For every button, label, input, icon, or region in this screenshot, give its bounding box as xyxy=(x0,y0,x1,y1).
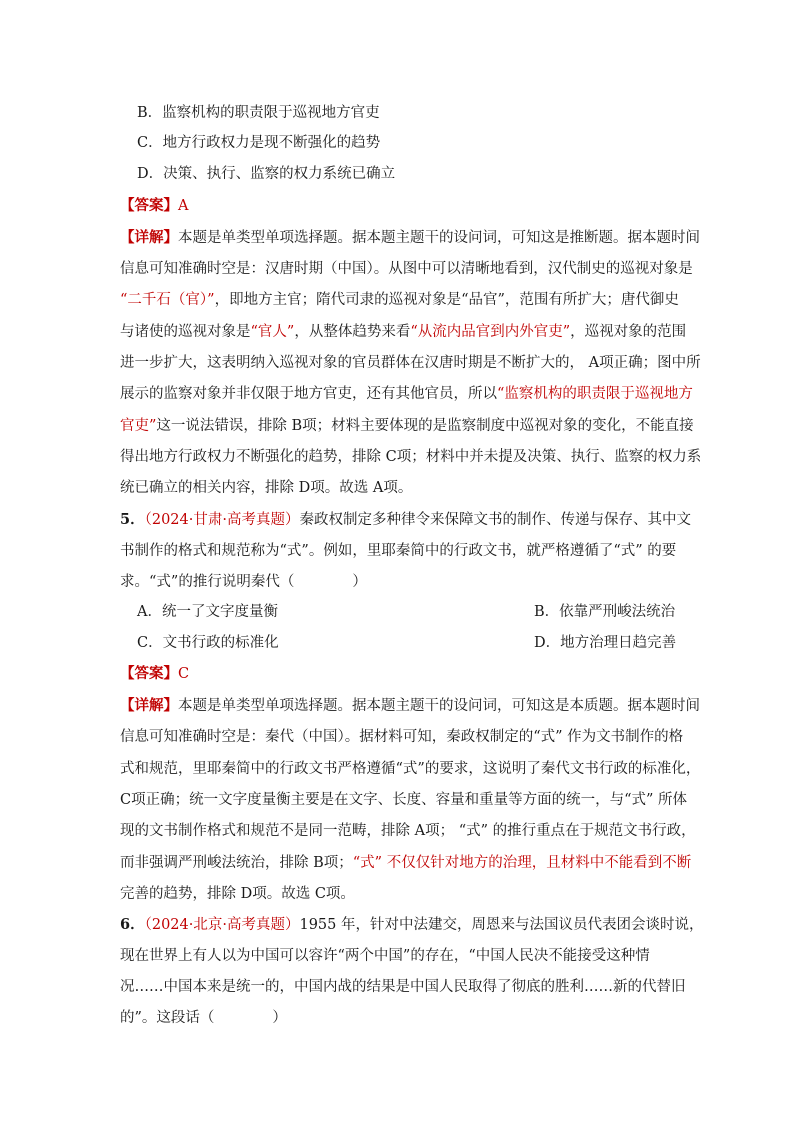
q4-detail-line: 统已确立的相关内容，排除 D项。故选 A项。 xyxy=(120,480,413,496)
detail-text: 展示的监察对象并非仅限于地方官吏，还有其他官员，所以 xyxy=(120,386,497,402)
detail-text: ，从整体趋势来看 xyxy=(294,324,411,340)
answer-value: A xyxy=(178,198,189,214)
q5-detail-line: 式和规范，里耶秦简中的行政文书严格遵循“式”的要求，这说明了秦代文书行政的标准化， xyxy=(120,761,701,777)
q4-detail-line: 得出地方行政权力不断强化的趋势，排除 C项；材料中并未提及决策、执行、监察的权力系 xyxy=(120,449,702,465)
q4-option-c: C．地方行政权力是现不断强化的趋势 xyxy=(137,135,381,151)
question-number: 6． xyxy=(120,916,145,933)
q5-options-row xyxy=(137,602,676,622)
q5-detail-line xyxy=(120,853,691,873)
q5-option-c: C．文书行政的标准化 xyxy=(137,635,279,651)
highlight-text: “式” 不仅仅针对地方的治理，且材料中不能看到不断 xyxy=(352,855,692,871)
answer-label: 【答案】 xyxy=(120,665,178,682)
q4-detail-line xyxy=(120,322,686,342)
q5-stem-line: 求。“式”的推行说明秦代（ ） xyxy=(120,574,367,590)
q6-stem-line: 的”。这段话（ ） xyxy=(120,1010,287,1026)
stem-text: 1955 年，针对中法建交，周恩来与法国议员代表团会谈时说， xyxy=(299,917,704,933)
q4-answer xyxy=(120,196,188,216)
q4-detail-line xyxy=(120,228,700,248)
highlight-text: “从流内品官到内外官吏” xyxy=(410,324,571,340)
highlight-text: “官人” xyxy=(250,324,295,340)
q5-stem-line: 书制作的格式和规范称为“式”。例如，里耶秦简中的行政文书，就严格遵循了“式” 的要 xyxy=(120,543,677,559)
q5-answer xyxy=(120,664,189,684)
q4-detail-line xyxy=(120,290,679,310)
q5-stem-line xyxy=(120,510,691,530)
q5-detail-line: C项正确；统一文字度量衡主要是在文字、长度、容量和重量等方面的统一，与“式” 所体 xyxy=(120,792,688,808)
detail-text: 这一说法错误，排除 B项；材料主要体现的是监察制度中巡视对象的变化，不能直接 xyxy=(156,418,694,434)
detail-text: ，巡视对象的范围 xyxy=(570,324,687,340)
q4-detail-line: 进一步扩大，这表明纳入巡视对象的官员群体在汉唐时期是不断扩大的， A项正确；图中所 xyxy=(120,355,701,371)
question-source: （2024·北京·高考真题） xyxy=(144,917,300,933)
highlight-text: 官吏” xyxy=(120,418,157,434)
q6-stem-line xyxy=(120,915,703,935)
q5-options-row xyxy=(137,633,677,653)
q6-stem-line: 现在世界上有人以为中国可以容许“两个中国”的存在，“中国人民决不能接受这种情 xyxy=(120,948,650,964)
q5-option-d: D．地方治理日趋完善 xyxy=(534,635,677,651)
q4-detail-line xyxy=(120,416,694,436)
q5-detail-line: 完善的趋势，排除 D项。故选 C项。 xyxy=(120,886,355,902)
detail-text: 本题是单类型单项选择题。据本题主题干的设问词，可知这是本质题。据本题时间 xyxy=(178,698,700,714)
highlight-text: “监察机构的职责限于巡视地方 xyxy=(497,386,693,402)
q6-stem-line: 况……中国本来是统一的，中国内战的结果是中国人民取得了彻底的胜利……新的代替旧 xyxy=(120,979,686,995)
detail-label: 【详解】 xyxy=(120,697,178,714)
answer-label: 【答案】 xyxy=(120,197,178,214)
q5-detail-line: 现的文书制作格式和规范不是同一范畴，排除 A项； “式” 的推行重点在于规范文书行政， xyxy=(120,823,696,839)
answer-value: C xyxy=(178,666,190,682)
question-source: （2024·甘肃·高考真题） xyxy=(144,512,300,528)
detail-text: ，即地方主官；隋代司隶的巡视对象是“品官”，范围有所扩大；唐代御史 xyxy=(214,292,679,308)
question-number: 5． xyxy=(120,511,145,528)
q4-option-b: B．监察机构的职责限于巡视地方官吏 xyxy=(137,105,380,121)
q4-detail-line: 信息可知准确时空是：汉唐时期（中国）。从图中可以清晰地看到，汉代制史的巡视对象是 xyxy=(120,261,693,277)
stem-text: 秦政权制定多种律令来保障文书的制作、传递与保存、其中文 xyxy=(299,512,691,528)
detail-label: 【详解】 xyxy=(120,229,178,246)
q4-option-d: D．决策、执行、监察的权力系统已确立 xyxy=(137,166,396,182)
q4-detail-line xyxy=(120,384,693,404)
detail-text: 本题是单类型单项选择题。据本题主题干的设问词，可知这是推断题。据本题时间 xyxy=(178,230,700,246)
detail-text: 与诸使的巡视对象是 xyxy=(120,324,251,340)
highlight-text: “二千石（官）” xyxy=(120,292,215,308)
q5-option-b: B．依靠严刑峻法统治 xyxy=(534,604,676,620)
q5-detail-line: 信息可知准确时空是：秦代（中国）。据材料可知，秦政权制定的“式” 作为文书制作的格 xyxy=(120,729,684,745)
detail-text: 而非强调严刑峻法统治，排除 B项； xyxy=(120,855,353,871)
q5-option-a: A．统一了文字度量衡 xyxy=(137,604,278,620)
q5-detail-line xyxy=(120,696,700,716)
